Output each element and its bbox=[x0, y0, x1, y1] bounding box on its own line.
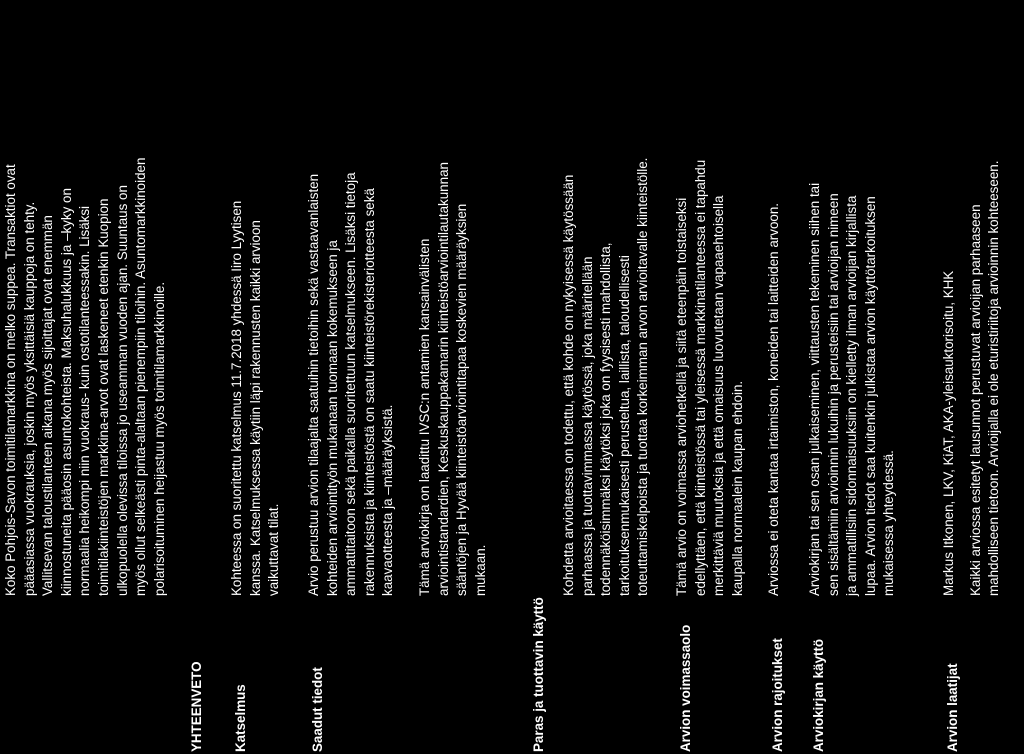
text-line: Vallitsevan taloustilanteen aikana myös sijoittajat ovat enemmän bbox=[40, 215, 56, 596]
section-label-laatijat: Arvion laatijat bbox=[945, 663, 960, 752]
text-line: kanssa. Katselmuksessa käytiin läpi rakennusten kaikki arvioon bbox=[247, 220, 263, 596]
text-line: Koko Pohjois-Savon toimitilamarkkina on melko suppea. Transaktiot ovat bbox=[3, 164, 18, 596]
text-line: ja ammatillisiin sidonnaisuuksiin on kielletty ilman arvioijan kirjallista bbox=[844, 195, 860, 596]
section-label-saadut-tiedot: Saadut tiedot bbox=[310, 667, 325, 752]
section-body-katselmus bbox=[228, 2, 284, 596]
section-paragraph bbox=[416, 2, 490, 596]
section-paragraph bbox=[673, 2, 747, 596]
text-line: myös ollut selkeästi pinta-alaltaan pienempiin tiloihin. Asuntomarkkinoiden bbox=[133, 157, 149, 596]
text-line: Arviossa ei oteta kantaa irtaimiston, koneiden tai laitteiden arvoon. bbox=[766, 202, 781, 596]
section-label-rajoitukset: Arvion rajoitukset bbox=[770, 638, 785, 752]
text-line: Kohteessa on suoritettu katselmus 11.7.2018 yhdessä Iiro Lyytisen bbox=[229, 200, 244, 596]
text-line: Kaikki arviossa esitetyt lausunnot perustuvat arvioijan parhaaseen bbox=[967, 204, 983, 596]
text-line: Kohdetta arvioitaessa on todettu, että kohde on nykyisessä käytössään bbox=[561, 174, 576, 596]
text-line: parhaassa ja tuottavimmassa käytössä, joka määritellään bbox=[579, 256, 595, 596]
summary-text bbox=[2, 2, 169, 596]
text-line: arviointistandardien, Keskuskauppakamarin kiinteistöarviointilautakunnan bbox=[435, 162, 451, 596]
text-line: polarisoituminen heijastuu myös toimitilamarkkinoille. bbox=[151, 281, 167, 596]
section-paragraph bbox=[560, 2, 653, 596]
text-line: vaikuttavat tilat. bbox=[266, 503, 282, 596]
summary-heading: YHTEENVETO bbox=[189, 661, 204, 752]
section-body-arviokirjan-kaytto bbox=[806, 2, 899, 596]
section-label-voimassaolo: Arvion voimassaolo bbox=[678, 624, 693, 752]
text-line: kohteiden arviointityön mukanaan tuomaan kokemukseen ja bbox=[324, 240, 340, 596]
text-line: ulkopuolella olevissa tiloissa jo useamman vuoden ajan. Suuntaus on bbox=[114, 185, 130, 596]
section-body-laatijat bbox=[940, 2, 1004, 596]
text-line: mukaan. bbox=[472, 544, 488, 596]
text-line: mahdolliseen tietoon. Arvioijalla ei ole eturistiriitoja arvioinnin kohteeseen. bbox=[986, 160, 1002, 596]
section-label-katselmus: Katselmus bbox=[233, 684, 248, 752]
text-line: Arviokirjan tai sen osan julkaiseminen, viittausten tekeminen siihen tai bbox=[807, 182, 822, 596]
text-line: rakennuksista ja kiinteistöstä on saatu kiinteistörekisteriotteesta sekä bbox=[361, 188, 377, 596]
text-line: ammattitaitoon sekä paikalla suoritettuun katselmukseen. Lisäksi tietoja bbox=[343, 172, 359, 596]
text-line: kaupalla normaalein kaupan ehdoin. bbox=[729, 380, 745, 596]
text-line: kaavaotteesta ja –määräyksistä. bbox=[380, 404, 396, 596]
text-line: Tämä arviokirja on laadittu IVSC:n antamien kansainvälisten bbox=[416, 238, 432, 596]
text-line: toimitilakiinteistöjen markkina-arvot ovat laskeneet etenkin Kuopion bbox=[95, 198, 111, 596]
text-line: Tämä arvio on voimassa arviohetkellä ja siitä eteenpäin toistaiseksi bbox=[674, 197, 689, 596]
section-paragraph bbox=[228, 2, 284, 596]
section-body-paras-kaytto bbox=[560, 2, 653, 596]
section-paragraph bbox=[806, 2, 899, 596]
section-body-voimassaolo bbox=[673, 2, 747, 596]
text-line: Arvio perustuu arvion tilaajalta saatuihin tietoihin sekä vastaavanlaisten bbox=[306, 173, 321, 596]
text-line: Markus Itkonen, LKV, KiAT, AKA-yleisauktorisoitu, KHK bbox=[941, 270, 956, 596]
text-line: mukaisessa yhteydessä. bbox=[881, 450, 897, 596]
text-line: toteuttamiskelpoista ja tuottaa korkeimman arvon arvioitavalle kiinteistölle. bbox=[635, 157, 651, 596]
section-body-rajoitukset bbox=[765, 2, 784, 596]
text-line: tarkoituksenmukaisesti perusteltua, laillista, taloudellisesti bbox=[616, 255, 632, 596]
text-line: sen sisältämiin arvioinnin lukuihin ja perusteisiin tai arvioijan nimeen bbox=[825, 193, 841, 596]
text-line: merkittäviä muutoksia ja että omaisuus luovutetaan vapaaehtoisella bbox=[711, 195, 727, 596]
text-line: sääntöjen ja Hyvää kiinteistöarviointitapaa koskevien määräyksien bbox=[454, 203, 470, 596]
text-line: todennäköisimmäksi käytöksi joka on fyysisesti mahdollista, bbox=[598, 242, 614, 596]
summary-paragraph bbox=[2, 2, 169, 596]
text-line: pääasiassa vuokrauksia, joskin myös yksittäisiä kauppoja on tehty. bbox=[21, 201, 37, 596]
section-paragraph bbox=[940, 2, 959, 596]
text-line: kiinnostuneita pääosin asuntokohteista. Maksuhalukkuus ja –kyky on bbox=[58, 188, 74, 596]
section-paragraph bbox=[305, 2, 398, 596]
text-line: edellyttäen, että kiinteistössä tai yleisessä markkinatilanteessa ei tapahdu bbox=[692, 159, 708, 596]
section-label-arviokirjan-kaytto: Arviokirjan käyttö bbox=[811, 638, 826, 752]
text-line: normaalia heikompi niin vuokraus- kuin ostotilanteessakin. Lisäksi bbox=[77, 205, 93, 596]
section-body-saadut-tiedot bbox=[305, 2, 490, 596]
text-line: lupaa. Arvion tiedot saa kuitenkin julkistaa arvion käyttötarkoituksen bbox=[862, 196, 878, 596]
section-paragraph bbox=[765, 2, 784, 596]
section-label-paras-kaytto: Paras ja tuottavin käyttö bbox=[531, 597, 546, 752]
section-paragraph bbox=[967, 2, 1004, 596]
